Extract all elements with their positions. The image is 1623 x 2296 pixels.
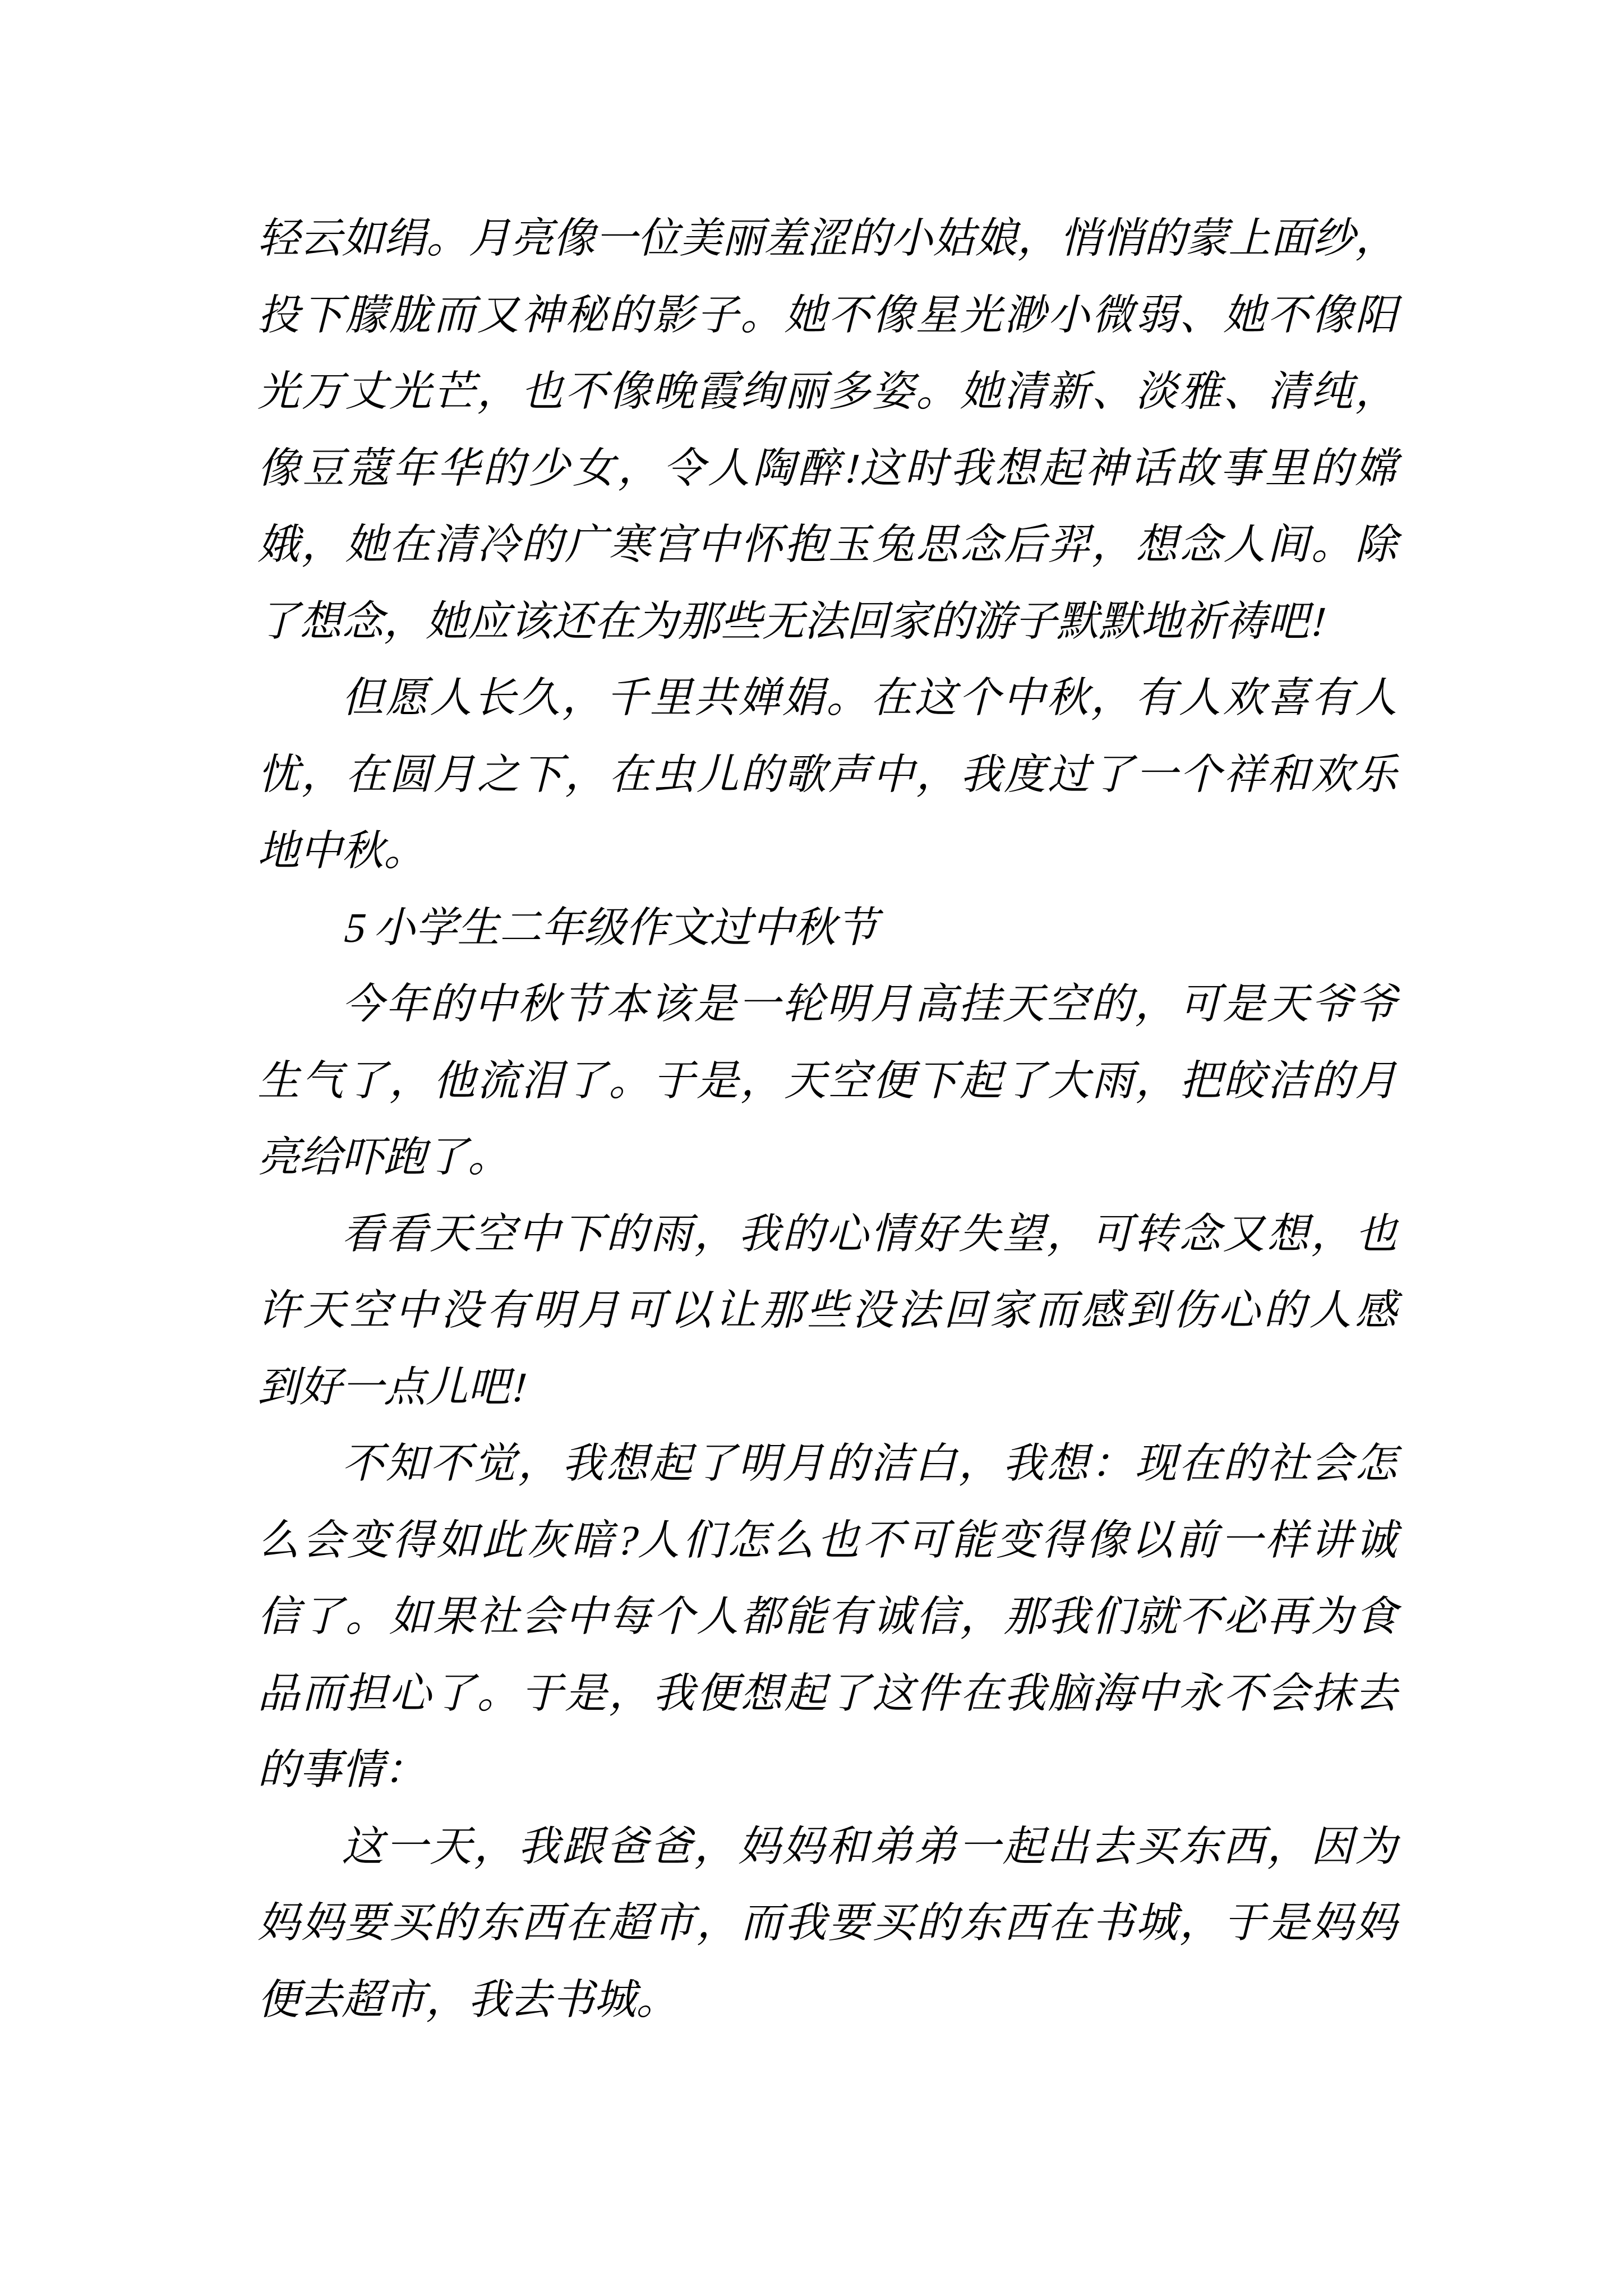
paragraph [251,201,1407,660]
text-line: 像豆蔻年华的少女，令人陶醉!这时我想起神话故事里的嫦 [255,445,1407,492]
text-line: 么会变得如此灰暗?人们怎么也不可能变得像以前一样讲诚 [255,1517,1407,1564]
text-line: 轻云如绢。月亮像一位美丽羞涩的小姑娘，悄悄的蒙上面纱， [255,215,1407,262]
essay-body [251,201,1407,2039]
text-line: 亮给吓跑了。 [255,1134,519,1181]
text-line: 投下朦胧而又神秘的影子。她不像星光渺小微弱、她不像阳 [255,292,1407,339]
text-line: 的事情： [255,1747,435,1793]
text-line: 这一天，我跟爸爸，妈妈和弟弟一起出去买东西，因为 [339,1823,1407,1870]
text-line: 信了。如果社会中每个人都能有诚信，那我们就不必再为食 [255,1594,1407,1640]
text-line: 今年的中秋节本该是一轮明月高挂天空的，可是天爷爷 [339,981,1407,1028]
text-line: 到好一点儿吧! [255,1364,533,1411]
text-line: 娥，她在清冷的广寒宫中怀抱玉兔思念后羿，想念人间。除 [255,522,1407,568]
paragraph [251,1197,1407,1427]
text-line: 品而担心了。于是，我便想起了这件在我脑海中永不会抹去 [255,1670,1407,1717]
text-line: 妈妈要买的东西在超市，而我要买的东西在书城，于是妈妈 [255,1900,1407,1947]
paragraph [251,967,1407,1197]
paragraph [251,1809,1407,2039]
paragraph [251,660,1407,890]
text-line: 了想念，她应该还在为那些无法回家的游子默默地祈祷吧! [255,598,1332,645]
text-line: 便去超市，我去书城。 [255,1976,688,2023]
paragraph [251,890,1391,967]
paragraph [251,1426,1407,1809]
text-line: 许天空中没有明月可以让那些没法回家而感到伤心的人感 [255,1287,1407,1334]
text-line: 但愿人长久，千里共婵娟。在这个中秋，有人欢喜有人 [339,675,1407,721]
text-line: 忧，在圆月之下，在虫儿的歌声中，我度过了一个祥和欢乐 [255,751,1407,798]
text-line: 生气了，他流泪了。于是，天空便下起了大雨，把皎洁的月 [255,1057,1407,1105]
text-line: 不知不觉，我想起了明月的洁白，我想：现在的社会怎 [339,1441,1407,1487]
text-line: 光万丈光芒，也不像晚霞绚丽多姿。她清新、淡雅、清纯， [255,369,1407,415]
text-line: 地中秋。 [255,828,435,875]
text-line: 5 小学生二年级作文过中秋节 [339,904,887,951]
text-line: 看看天空中下的雨，我的心情好失望，可转念又想，也 [339,1211,1407,1258]
